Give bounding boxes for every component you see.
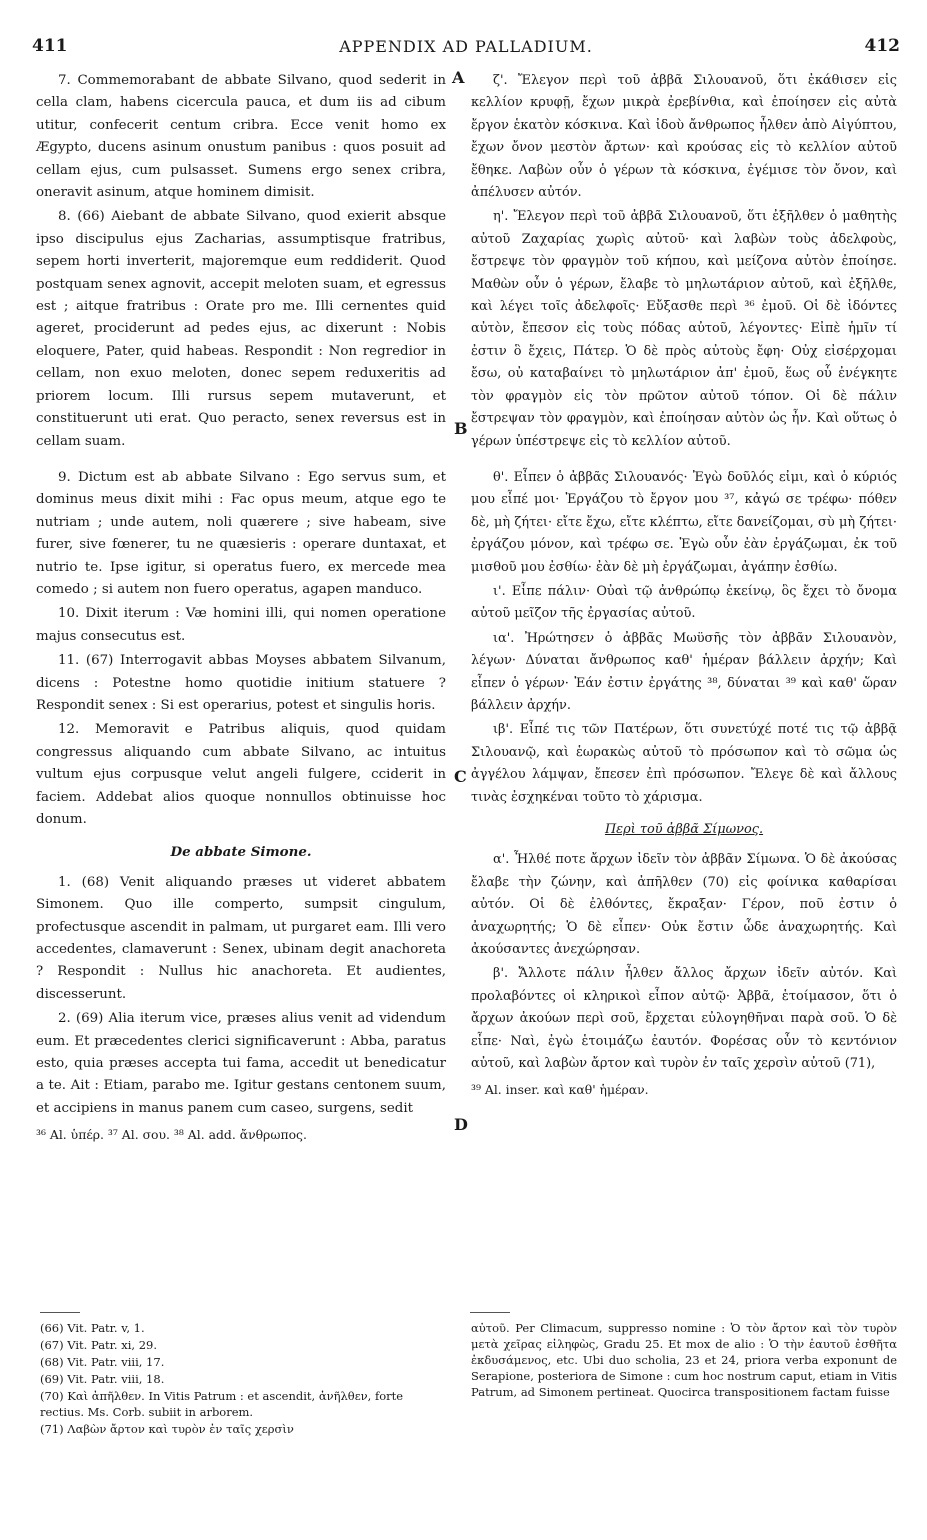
greek-paragraph-10: ι'. Εἶπε πάλιν· Οὐαὶ τῷ ἀνθρώπῳ ἐκείνῳ, ὃς ἔχει τὸ ὄνομα αὐτοῦ μεῖζον τῆς ἐργασίας αὐτοῦ. [471,583,897,622]
latin-section-heading: De abbate Simone. [170,844,312,861]
running-title: APPENDIX AD PALLADIUM. [339,37,593,56]
greek-paragraph-12: ιβ'. Εἶπέ τις τῶν Πατέρων, ὅτι συνετύχέ ποτέ τις τῷ ἀββᾷ Σιλουανῷ, καὶ ἑωρακὼς αὐτοῦ τὸ πρόσωπον καὶ τὸ σῶμα ὡς ἀγγέλου λάμψαν, ἔπεσεν ἐπὶ πρόσωπον. Ἔλεγε δὲ καὶ ἄλλους τινὰς ἐσχηκέναι τοῦτο τὸ χάρισμα. [471,722,897,805]
footnote-divider-left [40,1312,80,1313]
latin-variant-notes: ³⁶ Al. ὑπέρ. ³⁷ Al. σου. ³⁸ Al. add. ἄνθρωπος. [36,1127,307,1143]
right-page-number: 412 [864,36,900,56]
footnote-66: (66) Vit. Patr. v, 1. [40,1321,145,1335]
greek-section-heading: Περὶ τοῦ ἀββᾶ Σίμωνος. [604,822,764,837]
latin-paragraph-10: 10. Dixit iterum : Væ homini illi, qui nomen operatione majus consecutus est. [36,606,446,644]
footnote-69: (69) Vit. Patr. viii, 18. [40,1372,165,1386]
greek-paragraph-11: ια'. Ἠρώτησεν ὁ ἀββᾶς Μωϋσῆς τὸν ἀββᾶν Σιλουανὸν, λέγων· Δύναται ἄνθρωπος καθ' ἡμέραν βάλλειν ἀρχήν; Καὶ εἶπεν ὁ γέρων· Ἐάν ἐστιν ἐργάτης ³⁸, δύναται ³⁹ καὶ καθ' ὥραν βάλλειν ἀρχήν. [471,630,897,713]
greek-paragraph-7: ζ'. Ἔλεγον περὶ τοῦ ἀββᾶ Σιλουανοῦ, ὅτι ἐκάθισεν εἰς κελλίον κρυφῇ, ἔχων μικρὰ ἐρεβίνθια, καὶ ἐποίησεν εἰς αὐτὰ ἔργον ἑκατὸν κόσκινα. Καὶ ἰδοὺ ἄνθρωπος ἦλθεν ἀπὸ Αἰγύπτου, ἔχων ὄνον μεστὸν ἄρτων· καὶ κρούσας εἰς τὸ κελλίον αὐτοῦ ἔθηκε. Λαβὼν οὖν ὁ γέρων τὰ κόσκινα, ἐγέμισε τὸν ὄνον, καὶ ἀπέλυσεν αὐτόν. [471,73,897,201]
greek-paragraph-8: η'. Ἔλεγον περὶ τοῦ ἀββᾶ Σιλουανοῦ, ὅτι ἐξῆλθεν ὁ μαθητὴς αὐτοῦ Ζαχαρίας χωρὶς αὐτοῦ· καὶ λαβὼν τοὺς ἀδελφοὺς, ἔστρεψε τὸν φραγμὸν τοῦ κήπου, καὶ μείζονα αὐτὸν ἐποίησε. Μαθὼν οὖν ὁ γέρων, ἔλαβε τὸ μηλωτάριον αὐτοῦ, καὶ ἐξῆλθε, καὶ λέγει τοῖς ἀδελφοῖς· Εὔξασθε περὶ ³⁶ ἐμοῦ. Οἱ δὲ ἰδόντες αὐτὸν, ἔπεσον εἰς τοὺς πόδας αὐτοῦ, λέγοντες· Εἰπὲ ἡμῖν τί ἐστιν ὃ ἔχεις, Πάτερ. Ὁ δὲ πρὸς αὐτοὺς ἔφη· Οὐχ εἰσέρχομαι ἔσω, οὐ καταβαίνει τὸ μηλωτάριον ἀπ' ἐμοῦ, ἕως οὗ ἐνέγκητε τὸν φραγμὸν εἰς τὸν πρῶτον αὐτοῦ τόπον. Οἱ δὲ πάλιν ἔστρεψαν τὸν φραγμὸν, καὶ ἐποίησαν αὐτὸν ὡς ἦν. Καὶ οὕτως ὁ γέρων ὑπέστρεψε εἰς τὸ κελλίον αὐτοῦ. [471,209,897,449]
footnotes-right [471,1320,897,1401]
greek-column [471,70,897,1104]
greek-variant-notes: ³⁹ Al. inser. καὶ καθ' ἡμέραν. [471,1082,649,1098]
latin-paragraph-9: 9. Dictum est ab abbate Silvano : Ego servus sum, et dominus meus dixit mihi : Fac opus meum, atque ego te nutriam ; unde autem, noli quærere ; sive habeam, sive furer, sive fœnerer, tu ne quæsieris : operare duntaxat, et nutrio te. Ipse igitur, si operatus fuero, ex mercede mea comedo ; si autem non fuero operatus, agapen manduco. [36,469,446,597]
footnote-68: (68) Vit. Patr. viii, 17. [40,1355,165,1369]
latin-paragraph-11: 11. (67) Interrogavit abbas Moyses abbatem Silvanum, dicens : Potestne homo quotidie initium statuere ? Respondit senex : Si est operarius, potest et singulis horis. [36,653,446,713]
section-marker-b: B [454,419,468,438]
left-page-number: 411 [32,36,68,56]
footnote-67: (67) Vit. Patr. xi, 29. [40,1338,157,1352]
latin-column [36,70,446,1149]
section-marker-d: D [454,1115,468,1134]
footnote-70: (70) Καὶ ἀπῆλθεν. In Vitis Patrum : et ascendit, ἀνῆλθεν, forte rectius. Ms. Corb. subiit in arborem. [40,1389,404,1419]
page-header [32,36,900,62]
latin-paragraph-7: 7. Commemorabant de abbate Silvano, quod sederit in cella clam, habens cicercula pauca, et dum iis ad cibum utitur, confecerit centum cribra. Ecce venit homo ex Ægypto, ducens asinum onustum panibus : quos posuit ad cellam ejus, cum pulsasset. Sumens ergo senex cribra, oneravit asinum, atque hominem dimisit. [36,73,446,201]
footnote-71: (71) Λαβὼν ἄρτον καὶ τυρὸν ἐν ταῖς χερσὶν [40,1422,294,1436]
greek-paragraph-9: θ'. Εἶπεν ὁ ἀββᾶς Σιλουανός· Ἐγὼ δοῦλός εἰμι, καὶ ὁ κύριός μου εἶπέ μοι· Ἐργάζου τὸ ἔργον μου ³⁷, κἀγώ σε τρέφω· πόθεν δὲ, μὴ ζήτει· εἴτε ἔχω, εἴτε κλέπτω, εἴτε δανείζομαι, σὺ μὴ ζήτει· ἐργάζου μόνον, καὶ τρέφω σε. Ἐγὼ οὖν ἐὰν ἐργάζωμαι, ἐκ τοῦ μισθοῦ μου ἐσθίω· ἐὰν δὲ μὴ ἐργάζωμαι, ἀγάπην ἐσθίω. [471,469,897,575]
latin-simon-paragraph-1: 1. (68) Venit aliquando præses ut videret abbatem Simonem. Quo ille comperto, sumpsit cingulum, profectusque ascendit in palmam, ut purgaret eam. Illi vero accedentes, clamaverunt : Senex, ubinam degit anachoreta ? Respondit : Nullus hic anachoreta. Et audientes, discesserunt. [36,874,446,1002]
footnote-71-continued: αὐτοῦ. Per Climacum, suppresso nomine : Ὁ τὸν ἄρτον καὶ τὸν τυρὸν μετὰ χεῖρας εἰληφὼς, Gradu 25. Et mox de alio : Ὁ τὴν ἑαυτοῦ ἐσθῆτα ἐκδυσάμενος, etc. Ubi duo scholia, 23 et 24, priora verba exponunt de Serapione, posteriora de Simone : cum hoc nostrum caput, etiam in Vitis Patrum, ad Simonem pertineat. Quocirca transpositionem factam fuisse [471,1321,897,1399]
footnote-divider-right [470,1312,510,1313]
latin-simon-paragraph-2: 2. (69) Alia iterum vice, præses alius venit ad videndum eum. Et præcedentes clerici significaverunt : Abba, paratus esto, quia præses accepta tui fama, accedit ut benedicatur a te. Ait : Etiam, parabo me. Igitur gestans centonem suum, et accipiens in manus panem cum caseo, surgens, sedit [36,1011,446,1116]
footnotes-left [40,1320,440,1438]
latin-paragraph-12: 12. Memoravit e Patribus aliquis, quod quidam congressus aliquando cum abbate Silvano, ac intuitus vultum ejus corpusque velut angeli fulgere, cciderit in faciem. Addebat alios quoque nonnullos obtinuisse hoc donum. [36,722,446,827]
greek-simon-paragraph-1: α'. Ἦλθέ ποτε ἄρχων ἰδεῖν τὸν ἀββᾶν Σίμωνα. Ὁ δὲ ἀκούσας ἔλαβε τὴν ζώνην, καὶ ἀπῆλθεν (70) εἰς φοίνικα καθαρίσαι αὐτόν. Οἱ δὲ ἐλθόντες, ἔκραξαν· Γέρον, ποῦ ἐστιν ὁ ἀναχωρητής; Ὁ δὲ εἶπεν· Οὐκ ἔστιν ὧδε ἀναχωρητής. Καὶ ἀκούσαντες ἀνεχώρησαν. [471,852,897,958]
latin-paragraph-8: 8. (66) Aiebant de abbate Silvano, quod exierit absque ipso discipulus ejus Zacharias, assumptisque fratribus, sepem horti inverterit, majoremque eum reddiderit. Quod postquam senex agnovit, accepit meloten suam, et egressus est ; aitque fratribus : Orate pro me. Illi cernentes quid ageret, prociderunt ad pedes ejus, ac dixerunt : Nobis eloquere, Pater, quid habeas. Respondit : Non regredior in cellam, non exuo meloten, donec sepem reduxeritis ad priorem locum. Illi rursus sepem mutaverunt, et constituerunt uti erat. Quo peracto, senex reversus est in cellam suam. [36,209,446,449]
section-marker-a: A [452,68,465,87]
section-marker-c: C [454,767,467,786]
greek-simon-paragraph-2: β'. Ἄλλοτε πάλιν ἦλθεν ἄλλος ἄρχων ἰδεῖν αὐτόν. Καὶ προλαβόντες οἱ κληρικοὶ εἶπον αὐτῷ· Ἀββᾶ, ἑτοίμασον, ὅτι ὁ ἄρχων ἀκούων περὶ σοῦ, ἔρχεται εὐλογηθῆναι παρὰ σοῦ. Ὁ δὲ εἶπε· Ναὶ, ἐγὼ ἑτοιμάζω ἐαυτόν. Φορέσας οὖν τὸ κεντόνιον αὐτοῦ, καὶ λαβὼν ἄρτον καὶ τυρὸν ἐν ταῖς χερσὶν αὐτοῦ (71), [471,966,897,1072]
